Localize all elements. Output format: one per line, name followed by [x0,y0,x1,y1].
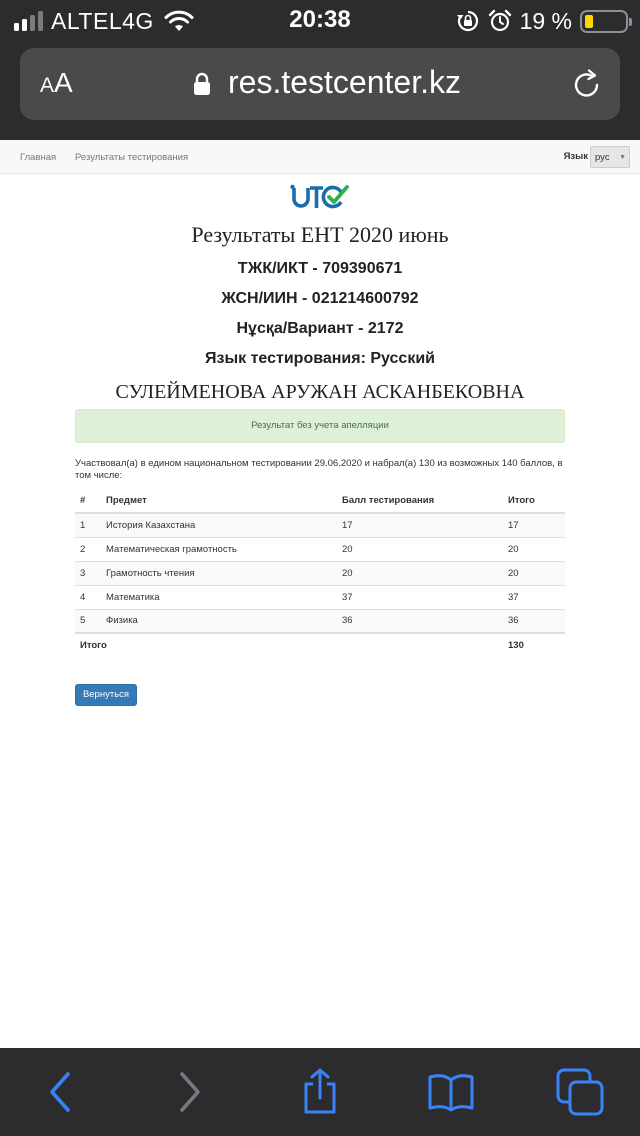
total-score: 17 [503,513,565,537]
test-score: 36 [337,609,503,633]
utc-logo [289,183,349,211]
nav-link-home[interactable]: Главная [20,152,57,163]
subject-name: Грамотность чтения [101,561,337,585]
rotation-lock-icon [456,9,480,33]
row-number: 3 [75,561,101,585]
row-number: 4 [75,585,101,609]
total-score: 20 [503,561,565,585]
back-icon[interactable] [38,1068,82,1116]
test-score: 20 [337,561,503,585]
row-number: 1 [75,513,101,537]
result-summary: Участвовал(а) в едином национальном тестировании 29.06.2020 и набрал(а) 130 из возможных 140 баллов, в том числе: [75,458,563,481]
column-header: Предмет [101,489,337,513]
ikt-number: ТЖК/ИКТ - 709390671 [237,260,403,277]
test-score: 17 [337,513,503,537]
appeal-alert: Результат без учета апелляции [75,409,565,443]
column-header: # [75,489,101,513]
row-number: 2 [75,537,101,561]
carrier-name: ALTEL4G [51,7,154,34]
browser-top-chrome [0,0,640,140]
address-bar[interactable] [20,48,620,120]
table-row [75,537,565,561]
reload-icon[interactable] [570,68,604,102]
table-row [75,561,565,585]
subject-name: Математика [101,585,337,609]
row-number: 5 [75,609,101,633]
test-score: 37 [337,585,503,609]
share-icon[interactable] [298,1068,342,1116]
lock-icon [192,72,212,96]
total-score: 37 [503,585,565,609]
chevron-down-icon: ▼ [619,154,626,161]
table-total-row [75,633,565,657]
student-name: СУЛЕЙМЕНОВА АРУЖАН АСКАНБЕКОВНА [115,381,525,403]
test-language: Язык тестирования: Русский [205,350,435,367]
test-score: 20 [337,537,503,561]
battery-percent: 19 % [519,7,572,34]
forward-icon[interactable] [168,1068,212,1116]
variant-number: Нұсқа/Вариант - 2172 [236,320,404,337]
status-bar [0,0,640,40]
bookmarks-icon[interactable] [428,1068,474,1116]
column-header: Балл тестирования [337,489,503,513]
battery-level [585,15,593,28]
results-table [75,489,565,657]
subject-name: История Казахстана [101,513,337,537]
table-row [75,585,565,609]
grand-total: 130 [503,633,565,657]
url-text[interactable]: res.testcenter.kz [228,64,461,100]
back-button[interactable]: Вернуться [75,684,137,706]
alarm-icon [488,9,512,33]
table-header-row [75,489,565,513]
iin-number: ЖСН/ИИН - 021214600792 [221,290,419,307]
column-header: Итого [503,489,565,513]
table-row [75,609,565,633]
total-label: Итого [75,633,503,657]
subject-name: Математическая грамотность [101,537,337,561]
page-title: Результаты ЕНТ 2020 июнь [191,222,449,247]
total-score: 36 [503,609,565,633]
browser-bottom-toolbar [0,1048,640,1136]
table-row [75,513,565,537]
total-score: 20 [503,537,565,561]
language-select[interactable]: рус ▼ [590,146,630,168]
battery-icon [580,10,628,33]
nav-link-results[interactable]: Результаты тестирования [75,152,189,163]
language-label: Язык [563,151,588,162]
text-size-button[interactable]: AA [40,67,73,98]
site-navbar [0,140,640,174]
subject-name: Физика [101,609,337,633]
tabs-icon[interactable] [556,1068,604,1116]
status-right [456,8,628,34]
clock: 20:38 [289,6,351,33]
